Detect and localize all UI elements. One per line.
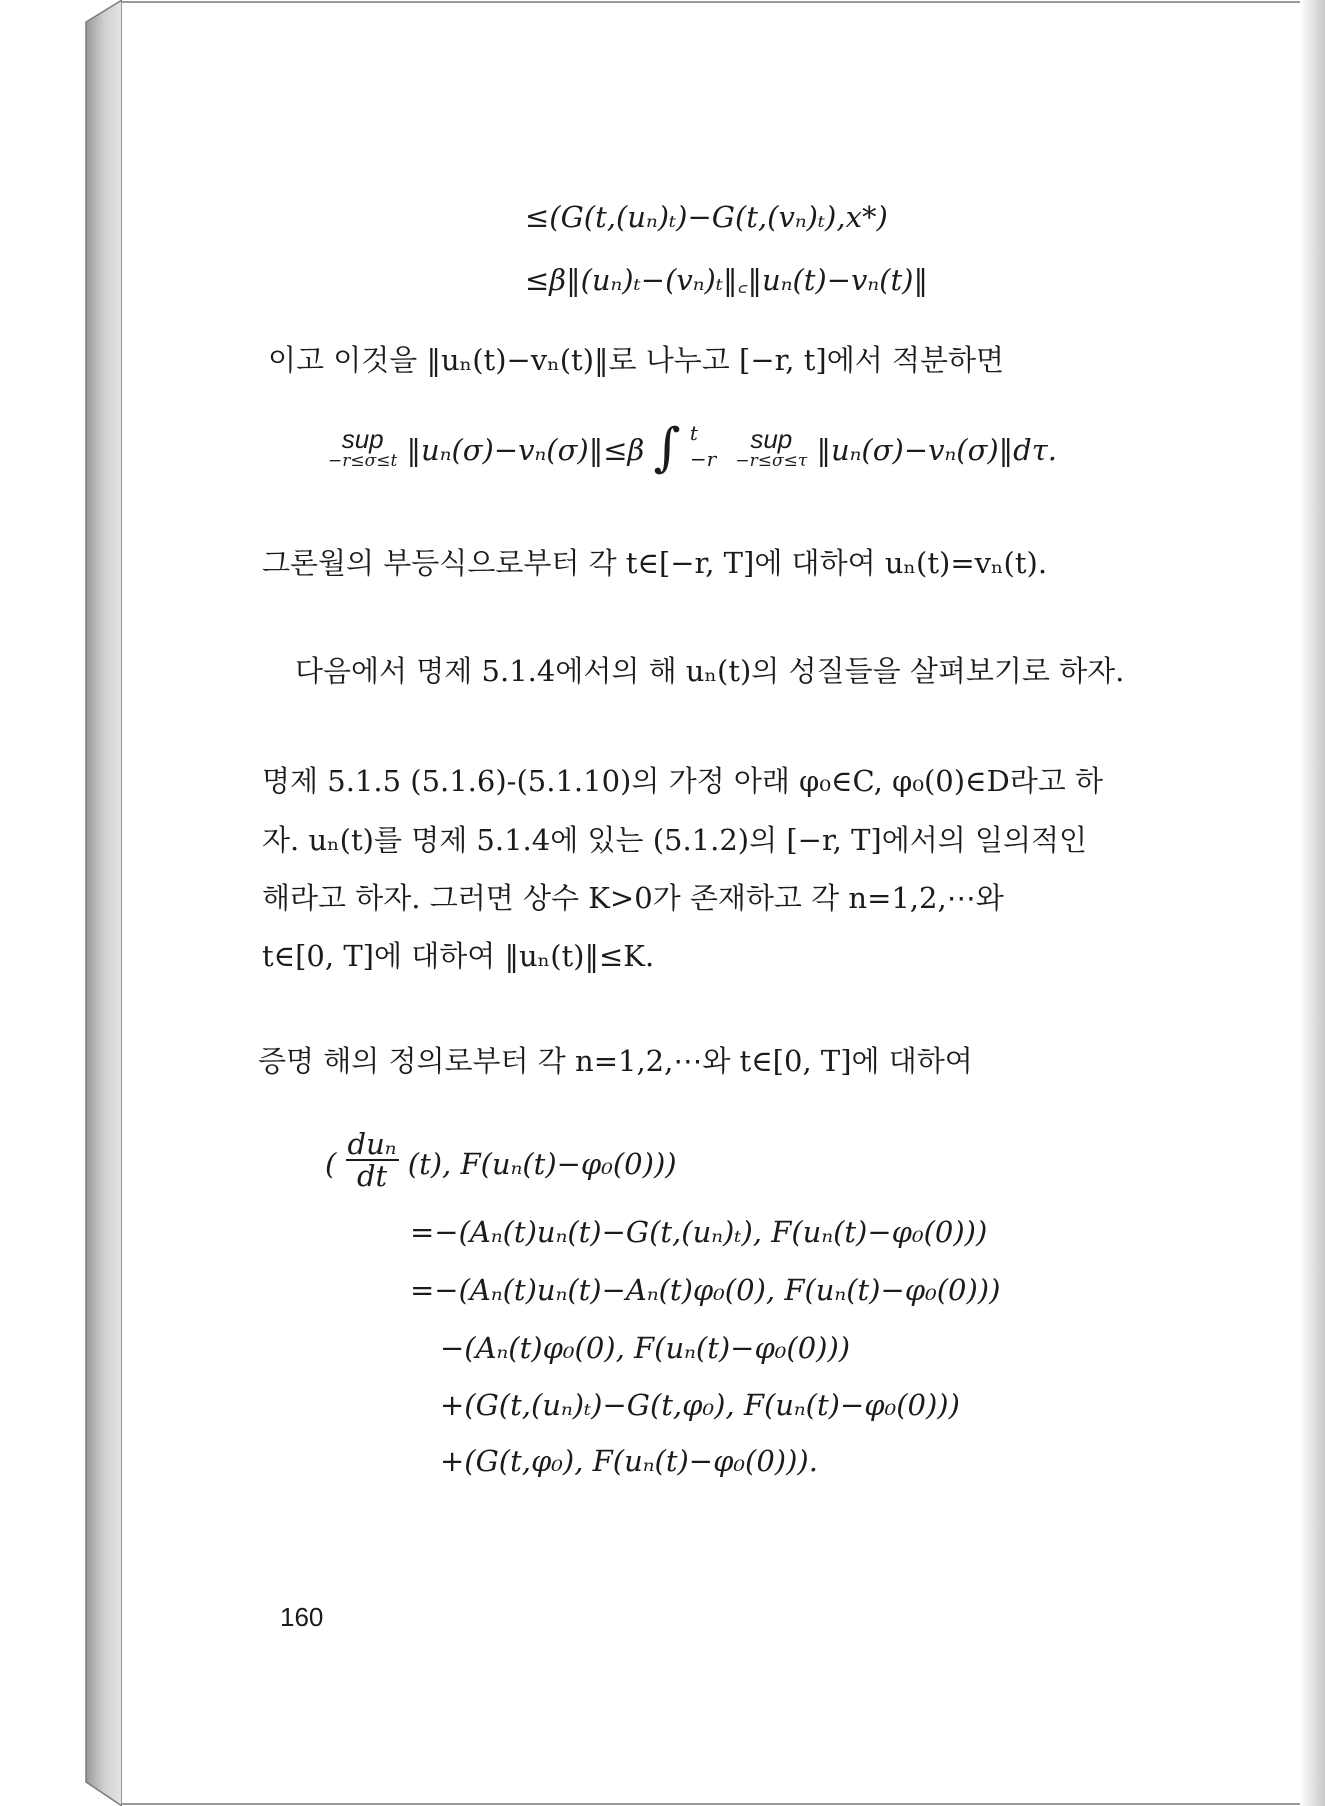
integral-sign: ∫ xyxy=(653,418,681,478)
integral-lower-limit: −r xyxy=(689,447,717,471)
integral-limits xyxy=(690,420,716,472)
eq-line-1: ≤(G(t,(uₙ)ₜ)−G(t,(vₙ)ₜ),x*) xyxy=(525,200,888,234)
eq-sup-inequality xyxy=(328,418,1058,478)
proposition-line-3: 해라고 하자. 그러면 상수 K>0가 존재하고 각 n=1,2,⋯와 xyxy=(262,881,1004,915)
eq-line-a: =−(Aₙ(t)uₙ(t)−G(t,(uₙ)ₜ), F(uₙ(t)−φ₀(0))) xyxy=(410,1215,988,1249)
proposition-line-1: 명제 5.1.5 (5.1.6)-(5.1.10)의 가정 아래 φ₀∈C, φ₀(0)∈D라고 하 xyxy=(262,764,1104,798)
sup-operator-left xyxy=(328,424,398,472)
page-number: 160 xyxy=(280,1602,324,1632)
eq-line-c: −(Aₙ(t)φ₀(0), F(uₙ(t)−φ₀(0))) xyxy=(440,1331,851,1365)
proposition-line-2: 자. uₙ(t)를 명제 5.1.4에 있는 (5.1.2)의 [−r, T]에서의 일의적인 xyxy=(262,823,1088,857)
eq-line-e: +(G(t,φ₀), F(uₙ(t)−φ₀(0))). xyxy=(440,1444,818,1478)
sup-operator-right xyxy=(735,424,808,472)
derivative-rest: (t), F(uₙ(t)−φ₀(0))) xyxy=(407,1147,677,1181)
sup-label: sup xyxy=(341,424,384,454)
sup-label: sup xyxy=(750,424,793,454)
text-line-next-properties: 다음에서 명제 5.1.4에서의 해 uₙ(t)의 성질들을 살펴보기로 하자. xyxy=(295,654,1125,688)
eq-line-d: +(G(t,(uₙ)ₜ)−G(t,φ₀), F(uₙ(t)−φ₀(0))) xyxy=(440,1388,960,1422)
proposition-line-4: t∈[0, T]에 대하여 ‖uₙ(t)‖≤K. xyxy=(262,939,655,973)
text-line-integrate: 이고 이것을 ‖uₙ(t)−vₙ(t)‖로 나누고 [−r, t]에서 적분하면 xyxy=(268,343,1005,377)
eq-line-b: =−(Aₙ(t)uₙ(t)−Aₙ(t)φ₀(0), F(uₙ(t)−φ₀(0))) xyxy=(410,1273,1001,1307)
sup-lhs: ‖uₙ(σ)−vₙ(σ)‖≤β xyxy=(406,433,645,467)
text-line-gronwall: 그론월의 부등식으로부터 각 t∈[−r, T]에 대하여 uₙ(t)=vₙ(t). xyxy=(262,546,1048,580)
sup-range: −r≤σ≤τ xyxy=(735,451,808,471)
eq-line-2: ≤β‖(uₙ)ₜ−(vₙ)ₜ‖꜀‖uₙ(t)−vₙ(t)‖ xyxy=(525,263,928,297)
fraction-numerator: duₙ xyxy=(347,1127,397,1161)
sup-range: −r≤σ≤t xyxy=(328,451,398,471)
eq-derivative-start xyxy=(325,1127,677,1197)
open-paren: ( xyxy=(325,1147,337,1181)
fraction-du-dt xyxy=(346,1129,399,1191)
integral-upper-limit: t xyxy=(689,421,698,445)
sup-rhs: ‖uₙ(σ)−vₙ(σ)‖dτ. xyxy=(816,433,1058,467)
proof-line-1: 증명 해의 정의로부터 각 n=1,2,⋯와 t∈[0, T]에 대하여 xyxy=(258,1044,973,1078)
fraction-denominator: dt xyxy=(356,1159,388,1193)
